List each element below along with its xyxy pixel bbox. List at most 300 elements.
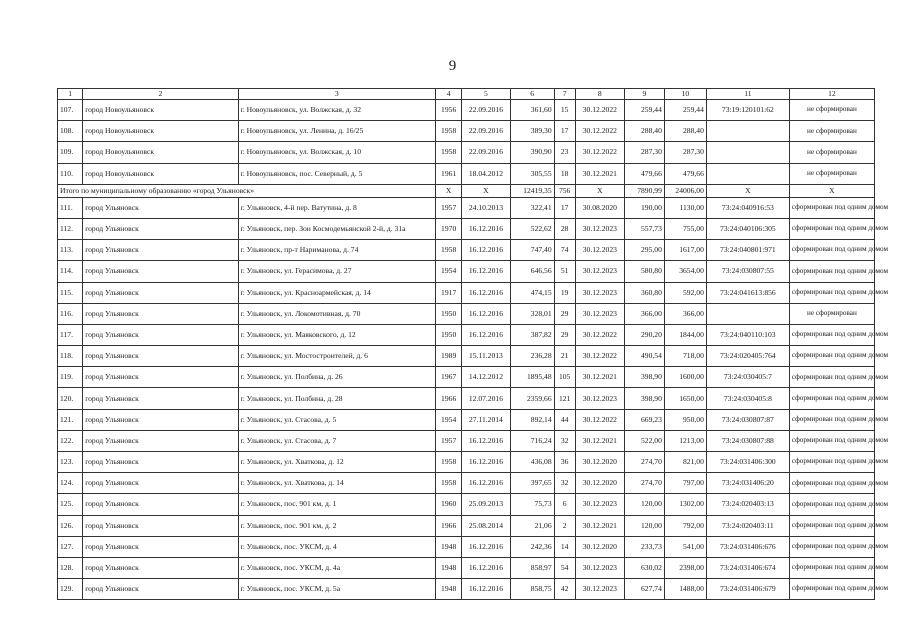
total-area: 12419,35: [510, 184, 554, 197]
year-cell: 1957: [436, 430, 462, 451]
land-status-cell: не сформирован: [789, 100, 874, 121]
cadastral-number-cell: 73:24:040106:305: [706, 218, 789, 239]
area-cell: 328,01: [510, 303, 554, 324]
value-col9-cell: 557,73: [625, 218, 665, 239]
column-number: 6: [510, 89, 554, 100]
residents-cell: 105: [554, 367, 575, 388]
land-status-cell: сформирован под одним домом: [789, 261, 874, 282]
year-cell: 1954: [436, 261, 462, 282]
column-number: 1: [58, 89, 83, 100]
column-number: 2: [83, 89, 238, 100]
cadastral-number-cell: 73:19:120101:62: [706, 100, 789, 121]
table-row: [58, 452, 875, 473]
land-status-cell: сформирован под одним домом: [789, 367, 874, 388]
residents-cell: 15: [554, 100, 575, 121]
row-number: 120.: [58, 388, 83, 409]
area-cell: 387,82: [510, 324, 554, 345]
cadastral-number-cell: [706, 142, 789, 163]
settlement-cell: город Ульяновск: [83, 218, 238, 239]
date-cell: 16.12.2016: [462, 324, 510, 345]
address-cell: г. Ульяновск, 4-й пер. Ватутина, д. 8: [238, 197, 435, 218]
area-cell: 436,08: [510, 452, 554, 473]
year-cell: 1989: [436, 346, 462, 367]
value-col10-cell: 1617,00: [664, 240, 706, 261]
table-row: [58, 515, 875, 536]
area-cell: 389,30: [510, 121, 554, 142]
deadline-cell: 30.12.2022: [575, 324, 624, 345]
column-number: 3: [238, 89, 435, 100]
value-col9-cell: 288,40: [625, 121, 665, 142]
deadline-cell: 30.12.2022: [575, 142, 624, 163]
deadline-cell: 30.12.2021: [575, 515, 624, 536]
deadline-cell: 30.12.2021: [575, 430, 624, 451]
residents-cell: 42: [554, 579, 575, 600]
column-number: 7: [554, 89, 575, 100]
residents-cell: 74: [554, 240, 575, 261]
value-col9-cell: 259,44: [625, 100, 665, 121]
year-cell: 1950: [436, 324, 462, 345]
deadline-cell: 30.12.2023: [575, 218, 624, 239]
year-cell: 1961: [436, 163, 462, 184]
year-cell: 1948: [436, 579, 462, 600]
year-cell: 1954: [436, 409, 462, 430]
date-cell: 16.12.2016: [462, 536, 510, 557]
settlement-cell: город Ульяновск: [83, 473, 238, 494]
area-cell: 716,24: [510, 430, 554, 451]
year-cell: 1958: [436, 240, 462, 261]
row-number: 115.: [58, 282, 83, 303]
residents-cell: 18: [554, 163, 575, 184]
date-cell: 16.12.2016: [462, 473, 510, 494]
row-number: 129.: [58, 579, 83, 600]
date-cell: 16.12.2016: [462, 557, 510, 578]
address-cell: г. Ульяновск, пер. Зои Космодемьянской 2-й, д. 31а: [238, 218, 435, 239]
value-col9-cell: 398,90: [625, 388, 665, 409]
row-number: 113.: [58, 240, 83, 261]
cadastral-number-cell: [706, 121, 789, 142]
cadastral-number-cell: 73:24:040801:971: [706, 240, 789, 261]
value-col9-cell: 479,66: [625, 163, 665, 184]
value-col9-cell: 120,00: [625, 494, 665, 515]
date-cell: 14.12.2012: [462, 367, 510, 388]
address-cell: г. Ульяновск, ул. Стасова, д. 7: [238, 430, 435, 451]
value-col10-cell: 1302,00: [664, 494, 706, 515]
column-number: 4: [436, 89, 462, 100]
land-status-cell: сформирован под одним домом: [789, 197, 874, 218]
value-col9-cell: 290,20: [625, 324, 665, 345]
address-cell: г. Ульяновск, пр-т Нариманова, д. 74: [238, 240, 435, 261]
settlement-cell: город Новоульяновск: [83, 142, 238, 163]
cadastral-number-cell: 73:24:030807:88: [706, 430, 789, 451]
residents-cell: 32: [554, 473, 575, 494]
date-cell: 16.12.2016: [462, 579, 510, 600]
year-cell: 1960: [436, 494, 462, 515]
value-col9-cell: 233,73: [625, 536, 665, 557]
date-cell: 16.12.2016: [462, 240, 510, 261]
address-cell: г. Ульяновск, ул. Маяковского, д. 12: [238, 324, 435, 345]
settlement-cell: город Ульяновск: [83, 197, 238, 218]
total-label: Итого по муниципальному образованию «город Ульяновск»: [58, 184, 436, 197]
settlement-cell: город Ульяновск: [83, 494, 238, 515]
table-row: [58, 197, 875, 218]
deadline-cell: 30.12.2023: [575, 494, 624, 515]
table-row: [58, 324, 875, 345]
deadline-cell: 30.12.2022: [575, 121, 624, 142]
total-col10: 24006,00: [664, 184, 706, 197]
value-col10-cell: 755,00: [664, 218, 706, 239]
row-number: 108.: [58, 121, 83, 142]
land-status-cell: не сформирован: [789, 163, 874, 184]
value-col10-cell: 479,66: [664, 163, 706, 184]
land-status-cell: сформирован под одним домом: [789, 579, 874, 600]
land-status-cell: сформирован под одним домом: [789, 282, 874, 303]
deadline-cell: 30.08.2020: [575, 197, 624, 218]
residents-cell: 14: [554, 536, 575, 557]
area-cell: 858,75: [510, 579, 554, 600]
settlement-cell: город Новоульяновск: [83, 121, 238, 142]
cadastral-number-cell: 73:24:031406:679: [706, 579, 789, 600]
address-cell: г. Ульяновск, ул. Красноармейская, д. 14: [238, 282, 435, 303]
deadline-cell: 30.12.2020: [575, 452, 624, 473]
residents-cell: 2: [554, 515, 575, 536]
land-status-cell: не сформирован: [789, 121, 874, 142]
residents-cell: 19: [554, 282, 575, 303]
land-status-cell: сформирован под одним домом: [789, 346, 874, 367]
land-status-cell: сформирован под одним домом: [789, 557, 874, 578]
row-number: 121.: [58, 409, 83, 430]
deadline-cell: 30.12.2023: [575, 557, 624, 578]
settlement-cell: город Ульяновск: [83, 367, 238, 388]
value-col10-cell: 1488,00: [664, 579, 706, 600]
value-col10-cell: 287,30: [664, 142, 706, 163]
row-number: 110.: [58, 163, 83, 184]
cadastral-number-cell: 73:24:030807:87: [706, 409, 789, 430]
value-col9-cell: 287,30: [625, 142, 665, 163]
value-col10-cell: 3654,00: [664, 261, 706, 282]
value-col10-cell: 1650,00: [664, 388, 706, 409]
row-number: 107.: [58, 100, 83, 121]
value-col10-cell: 366,00: [664, 303, 706, 324]
value-col10-cell: 288,40: [664, 121, 706, 142]
column-number: 9: [625, 89, 665, 100]
value-col9-cell: 490,54: [625, 346, 665, 367]
value-col9-cell: 274,70: [625, 473, 665, 494]
table-row: [58, 261, 875, 282]
area-cell: 747,40: [510, 240, 554, 261]
settlement-cell: город Ульяновск: [83, 303, 238, 324]
value-col9-cell: 120,00: [625, 515, 665, 536]
total-date: X: [462, 184, 510, 197]
value-col10-cell: 541,00: [664, 536, 706, 557]
row-number: 112.: [58, 218, 83, 239]
residents-cell: 121: [554, 388, 575, 409]
settlement-cell: город Ульяновск: [83, 324, 238, 345]
value-col9-cell: 295,00: [625, 240, 665, 261]
year-cell: 1956: [436, 100, 462, 121]
row-number: 126.: [58, 515, 83, 536]
address-cell: г. Ульяновск, пос. 901 км, д. 1: [238, 494, 435, 515]
column-number: 11: [706, 89, 789, 100]
residents-cell: 6: [554, 494, 575, 515]
deadline-cell: 30.12.2020: [575, 536, 624, 557]
settlement-cell: город Ульяновск: [83, 409, 238, 430]
year-cell: 1950: [436, 303, 462, 324]
address-cell: г. Новоульяновск, ул. Волжская, д. 10: [238, 142, 435, 163]
deadline-cell: 30.12.2023: [575, 261, 624, 282]
year-cell: 1948: [436, 557, 462, 578]
table-row: [58, 240, 875, 261]
year-cell: 1948: [436, 536, 462, 557]
land-status-cell: сформирован под одним домом: [789, 515, 874, 536]
table-row: [58, 388, 875, 409]
date-cell: 16.12.2016: [462, 430, 510, 451]
area-cell: 305,55: [510, 163, 554, 184]
column-number: 12: [789, 89, 874, 100]
cadastral-number-cell: 73:24:031406:300: [706, 452, 789, 473]
settlement-cell: город Ульяновск: [83, 536, 238, 557]
area-cell: 21,06: [510, 515, 554, 536]
deadline-cell: 30.12.2022: [575, 409, 624, 430]
land-status-cell: сформирован под одним домом: [789, 218, 874, 239]
value-col9-cell: 522,00: [625, 430, 665, 451]
table-row: [58, 282, 875, 303]
table-row: [58, 536, 875, 557]
address-cell: г. Ульяновск, пос. 901 км, д. 2: [238, 515, 435, 536]
value-col10-cell: 1844,00: [664, 324, 706, 345]
table-row: [58, 218, 875, 239]
settlement-cell: город Ульяновск: [83, 452, 238, 473]
residents-cell: 54: [554, 557, 575, 578]
year-cell: 1958: [436, 142, 462, 163]
settlement-cell: город Ульяновск: [83, 240, 238, 261]
value-col10-cell: 821,00: [664, 452, 706, 473]
total-cadastral: X: [706, 184, 789, 197]
area-cell: 858,97: [510, 557, 554, 578]
address-cell: г. Ульяновск, ул. Локомотивная, д. 70: [238, 303, 435, 324]
settlement-cell: город Ульяновск: [83, 515, 238, 536]
settlement-cell: город Ульяновск: [83, 579, 238, 600]
residents-cell: 28: [554, 218, 575, 239]
address-cell: г. Новоульяновск, ул. Ленина, д. 16/25: [238, 121, 435, 142]
value-col9-cell: 366,00: [625, 303, 665, 324]
land-status-cell: сформирован под одним домом: [789, 240, 874, 261]
cadastral-number-cell: 73:24:031406:674: [706, 557, 789, 578]
year-cell: 1917: [436, 282, 462, 303]
row-number: 118.: [58, 346, 83, 367]
address-cell: г. Новоульяновск, ул. Волжская, д. 32: [238, 100, 435, 121]
column-number: 5: [462, 89, 510, 100]
table-row: [58, 494, 875, 515]
year-cell: 1967: [436, 367, 462, 388]
row-number: 116.: [58, 303, 83, 324]
housing-register-table: [57, 88, 889, 600]
residents-cell: 29: [554, 303, 575, 324]
address-cell: г. Ульяновск, ул. Хваткова, д. 14: [238, 473, 435, 494]
value-col10-cell: 792,00: [664, 515, 706, 536]
total-year: X: [436, 184, 462, 197]
date-cell: 16.12.2016: [462, 218, 510, 239]
row-number: 109.: [58, 142, 83, 163]
area-cell: 522,62: [510, 218, 554, 239]
table-row: [58, 303, 875, 324]
date-cell: 24.10.2013: [462, 197, 510, 218]
land-status-cell: сформирован под одним домом: [789, 494, 874, 515]
address-cell: г. Ульяновск, ул. Мостостроителей, д. 6: [238, 346, 435, 367]
row-number: 114.: [58, 261, 83, 282]
total-col9: 7890,99: [625, 184, 665, 197]
total-deadline: X: [575, 184, 624, 197]
area-cell: 1895,48: [510, 367, 554, 388]
residents-cell: 32: [554, 430, 575, 451]
deadline-cell: 30.12.2021: [575, 367, 624, 388]
date-cell: 18.04.2012: [462, 163, 510, 184]
table-row: [58, 557, 875, 578]
table-row: [58, 473, 875, 494]
area-cell: 2359,66: [510, 388, 554, 409]
cadastral-number-cell: [706, 303, 789, 324]
address-cell: г. Ульяновск, ул. Полбина, д. 26: [238, 367, 435, 388]
row-number: 127.: [58, 536, 83, 557]
address-cell: г. Ульяновск, ул. Хваткова, д. 12: [238, 452, 435, 473]
deadline-cell: 30.12.2023: [575, 388, 624, 409]
area-cell: 397,65: [510, 473, 554, 494]
year-cell: 1970: [436, 218, 462, 239]
value-col10-cell: 718,00: [664, 346, 706, 367]
date-cell: 16.12.2016: [462, 282, 510, 303]
settlement-cell: город Ульяновск: [83, 282, 238, 303]
value-col10-cell: 1600,00: [664, 367, 706, 388]
year-cell: 1966: [436, 388, 462, 409]
date-cell: 22.09.2016: [462, 100, 510, 121]
land-status-cell: сформирован под одним домом: [789, 536, 874, 557]
residents-cell: 21: [554, 346, 575, 367]
date-cell: 16.12.2016: [462, 303, 510, 324]
settlement-cell: город Новоульяновск: [83, 100, 238, 121]
deadline-cell: 30.12.2020: [575, 473, 624, 494]
table-row: [58, 367, 875, 388]
date-cell: 25.08.2014: [462, 515, 510, 536]
deadline-cell: 30.12.2023: [575, 240, 624, 261]
area-cell: 322,41: [510, 197, 554, 218]
total-residents: 756: [554, 184, 575, 197]
land-status-cell: сформирован под одним домом: [789, 388, 874, 409]
column-number-row: [58, 89, 875, 100]
column-number: 8: [575, 89, 624, 100]
row-number: 128.: [58, 557, 83, 578]
date-cell: 22.09.2016: [462, 121, 510, 142]
deadline-cell: 30.12.2022: [575, 346, 624, 367]
land-status-cell: сформирован под одним домом: [789, 409, 874, 430]
year-cell: 1957: [436, 197, 462, 218]
value-col9-cell: 190,00: [625, 197, 665, 218]
value-col10-cell: 1213,00: [664, 430, 706, 451]
cadastral-number-cell: 73:24:020403:11: [706, 515, 789, 536]
date-cell: 22.09.2016: [462, 142, 510, 163]
year-cell: 1958: [436, 473, 462, 494]
cadastral-number-cell: 73:24:020405:764: [706, 346, 789, 367]
date-cell: 16.12.2016: [462, 452, 510, 473]
area-cell: 474,15: [510, 282, 554, 303]
table-row: [58, 579, 875, 600]
residents-cell: 17: [554, 121, 575, 142]
year-cell: 1966: [436, 515, 462, 536]
value-col10-cell: 592,00: [664, 282, 706, 303]
settlement-cell: город Ульяновск: [83, 261, 238, 282]
value-col9-cell: 580,80: [625, 261, 665, 282]
settlement-cell: город Ульяновск: [83, 346, 238, 367]
row-number: 111.: [58, 197, 83, 218]
residents-cell: 36: [554, 452, 575, 473]
row-number: 125.: [58, 494, 83, 515]
cadastral-number-cell: 73:24:030405:8: [706, 388, 789, 409]
value-col9-cell: 630,02: [625, 557, 665, 578]
address-cell: г. Ульяновск, ул. Герасимова, д. 27: [238, 261, 435, 282]
address-cell: г. Новоульяновск, пос. Северный, д. 5: [238, 163, 435, 184]
cadastral-number-cell: 73:24:041613:856: [706, 282, 789, 303]
area-cell: 390,90: [510, 142, 554, 163]
page-number: 9: [448, 58, 457, 74]
value-col9-cell: 669,23: [625, 409, 665, 430]
area-cell: 361,60: [510, 100, 554, 121]
value-col9-cell: 360,80: [625, 282, 665, 303]
value-col10-cell: 2398,00: [664, 557, 706, 578]
date-cell: 15.11.2013: [462, 346, 510, 367]
date-cell: 25.09.2013: [462, 494, 510, 515]
land-status-cell: не сформирован: [789, 142, 874, 163]
cadastral-number-cell: 73:24:031406:20: [706, 473, 789, 494]
table-row: [58, 163, 875, 184]
cadastral-number-cell: 73:24:030807:55: [706, 261, 789, 282]
residents-cell: 44: [554, 409, 575, 430]
value-col10-cell: 1130,00: [664, 197, 706, 218]
deadline-cell: 30.12.2022: [575, 100, 624, 121]
table-row: [58, 346, 875, 367]
year-cell: 1958: [436, 121, 462, 142]
value-col10-cell: 259,44: [664, 100, 706, 121]
row-number: 122.: [58, 430, 83, 451]
value-col9-cell: 627,74: [625, 579, 665, 600]
cadastral-number-cell: 73:24:031406:676: [706, 536, 789, 557]
deadline-cell: 30.12.2023: [575, 303, 624, 324]
value-col10-cell: 950,00: [664, 409, 706, 430]
address-cell: г. Ульяновск, ул. Стасова, д. 5: [238, 409, 435, 430]
settlement-cell: город Новоульяновск: [83, 163, 238, 184]
value-col9-cell: 398,90: [625, 367, 665, 388]
table-row: [58, 142, 875, 163]
total-status: X: [789, 184, 874, 197]
area-cell: 646,56: [510, 261, 554, 282]
area-cell: 242,36: [510, 536, 554, 557]
land-status-cell: сформирован под одним домом: [789, 324, 874, 345]
settlement-cell: город Ульяновск: [83, 388, 238, 409]
total-row: [58, 184, 875, 197]
residents-cell: 17: [554, 197, 575, 218]
settlement-cell: город Ульяновск: [83, 557, 238, 578]
residents-cell: 29: [554, 324, 575, 345]
cadastral-number-cell: [706, 163, 789, 184]
row-number: 119.: [58, 367, 83, 388]
address-cell: г. Ульяновск, пос. УКСМ, д. 4а: [238, 557, 435, 578]
value-col10-cell: 797,00: [664, 473, 706, 494]
row-number: 123.: [58, 452, 83, 473]
cadastral-number-cell: 73:24:030405:7: [706, 367, 789, 388]
value-col9-cell: 274,70: [625, 452, 665, 473]
land-status-cell: сформирован под одним домом: [789, 430, 874, 451]
row-number: 117.: [58, 324, 83, 345]
table-row: [58, 121, 875, 142]
cadastral-number-cell: 73:24:040916:53: [706, 197, 789, 218]
table-row: [58, 409, 875, 430]
